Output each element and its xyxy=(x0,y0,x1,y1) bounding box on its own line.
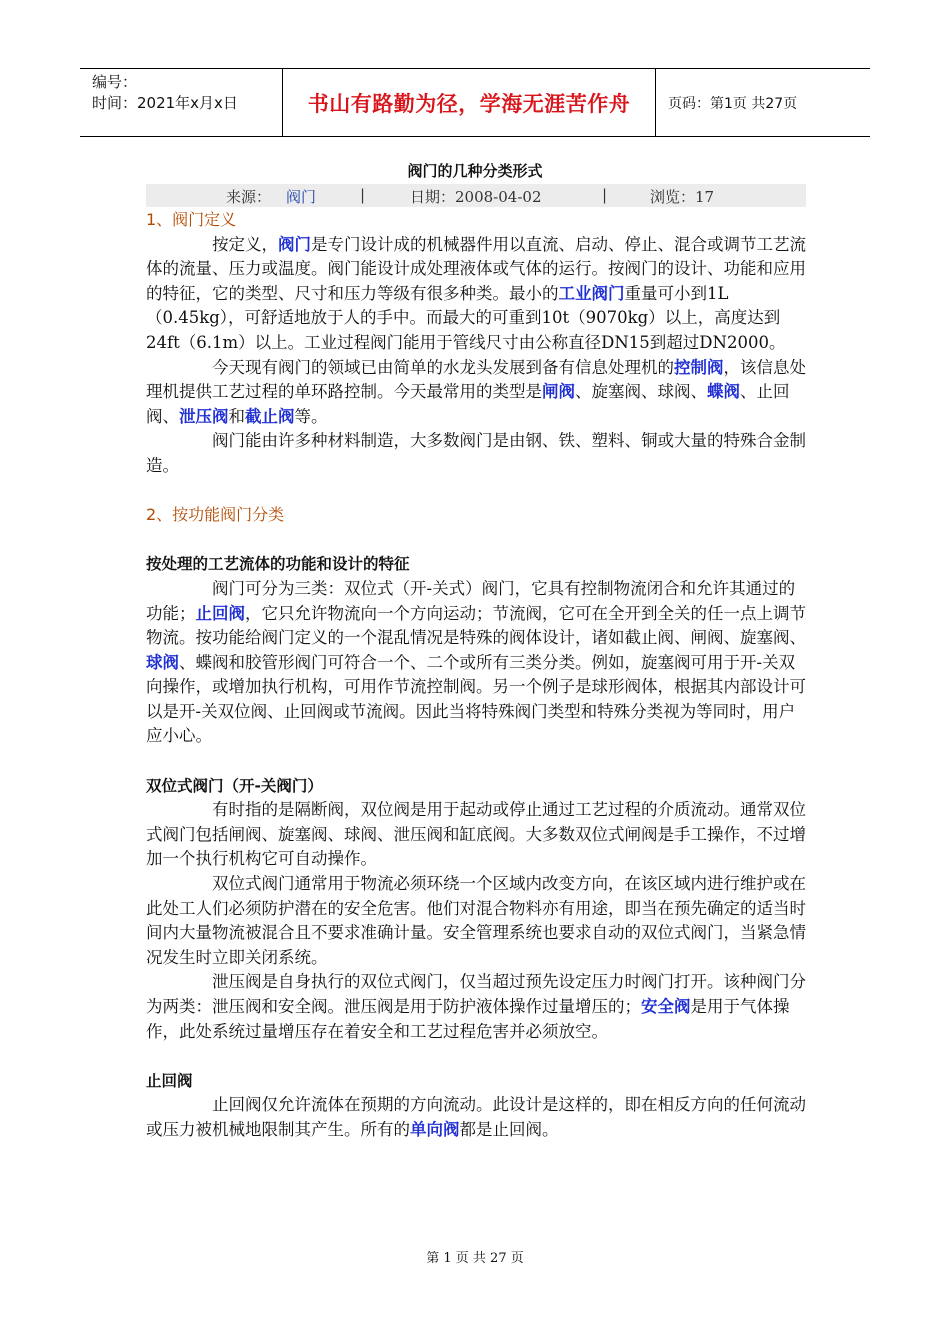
text-run: 阀门可分为三类：双位式（开-关式）阀门，它具有控制物流闭合和允许其通过的功能； xyxy=(146,578,796,623)
document-time: 时间：2021年x月x日 xyxy=(92,94,238,112)
text-run: ，它只允许物流向一个方向运动；节流阀，它可在全开到全关的任一点上调节物流。按功能给阀门定义的一个混乱情况是特殊的阀体设计，诸如截止阀、闸阀、旋塞阀、 xyxy=(146,603,806,648)
paragraph xyxy=(146,577,806,749)
text-run: 、止回阀、 xyxy=(146,382,790,426)
subsection-heading: 止回阀 xyxy=(146,1071,193,1090)
header-motto: 书山有路勤为径，学海无涯苦作舟 xyxy=(282,69,656,136)
text-run: 阀门能由许多种材料制造，大多数阀门是由钢、铁、塑料、铜或大量的特殊合金制造。 xyxy=(146,431,806,475)
article-body xyxy=(146,208,806,1143)
paragraph xyxy=(146,872,806,970)
keyword-link[interactable]: 泄压阀 xyxy=(179,406,229,426)
paragraph xyxy=(146,970,806,1044)
keyword-link[interactable]: 控制阀 xyxy=(674,357,724,377)
keyword-link[interactable]: 截止阀 xyxy=(245,406,295,426)
source-label: 来源： xyxy=(226,188,272,206)
keyword-link[interactable]: 安全阀 xyxy=(641,997,691,1016)
view-count: 浏览：17 xyxy=(650,188,715,206)
document-number-label: 编号： xyxy=(92,73,138,91)
keyword-link[interactable]: 止回阀 xyxy=(195,603,245,623)
keyword-link[interactable]: 闸阀 xyxy=(542,382,575,402)
page-header xyxy=(80,68,870,137)
keyword-link[interactable]: 工业阀门 xyxy=(558,283,625,303)
source-link[interactable]: 阀门 xyxy=(286,188,317,206)
subsection-heading: 按处理的工艺流体的功能和设计的特征 xyxy=(146,555,410,574)
paragraph xyxy=(146,429,806,478)
paragraph xyxy=(146,356,806,430)
text-run: 有时指的是隔断阀，双位阀是用于起动或停止通过工艺过程的介质流动。通常双位式阀门包括闸阀、旋塞阀、球阀、泄压阀和缸底阀。大多数双位式闸阀是手工操作，不过增加一个执行机构它可自动操作。 xyxy=(146,800,806,869)
text-run: 按定义， xyxy=(212,234,278,254)
section-heading: 2、按功能阀门分类 xyxy=(146,505,285,525)
header-page-info: 页码：第1页 共27页 xyxy=(668,95,798,112)
text-run: 和 xyxy=(228,406,245,426)
page-footer: 第 1 页 共 27 页 xyxy=(426,1251,524,1266)
text-run: 是用于气体操作，此处系统过量增压存在着安全和工艺过程危害并必须放空。 xyxy=(146,997,790,1041)
subsection-heading: 双位式阀门（开-关阀门） xyxy=(146,776,323,795)
publish-date: 日期：2008-04-02 xyxy=(410,188,542,206)
text-run: 止回阀仅允许流体在预期的方向流动。此设计是这样的，即在相反方向的任何流动或压力被机械地限制其产生。所有的 xyxy=(146,1095,806,1139)
article-meta-bar xyxy=(146,184,806,207)
meta-separator: | xyxy=(360,186,366,204)
text-run: 泄压阀是自身执行的双位式阀门，仅当超过预先设定压力时阀门打开。该种阀门分为两类：泄压阀和安全阀。泄压阀是用于防护液体操作过量增压的； xyxy=(146,972,806,1016)
paragraph xyxy=(146,233,806,356)
article-title: 阀门的几种分类形式 xyxy=(407,162,543,180)
text-run: 、蝶阀和胶管形阀门可符合一个、二个或所有三类分类。例如，旋塞阀可用于开-关双向操作，或增加执行机构，可用作节流控制阀。另一个例子是球形阀体，根据其内部设计可以是开-关双位阀、止回阀或节流阀。因此当将特殊阀门类型和特殊分类视为等同时，用户应小心。 xyxy=(146,652,806,746)
keyword-link[interactable]: 蝶阀 xyxy=(707,382,740,402)
text-run: 都是止回阀。 xyxy=(459,1119,559,1139)
keyword-link[interactable]: 阀门 xyxy=(278,234,311,254)
text-run: 今天现有阀门的领域已由简单的水龙头发展到备有信息处理机的 xyxy=(212,357,674,377)
paragraph xyxy=(146,1093,806,1142)
text-run: 等。 xyxy=(294,406,328,426)
text-run: 是专门设计成的机械器件用以直流、启动、停止、混合或调节工艺流体的流量、压力或温度。阀门能设计成处理液体或气体的运行。按阀门的设计、功能和应用的特征，它的类型、尺寸和压力等级有很多种类。最小的 xyxy=(146,234,806,303)
text-run: 、旋塞阀、球阀、 xyxy=(575,382,707,402)
section-heading: 1、阀门定义 xyxy=(146,210,237,229)
meta-separator: | xyxy=(602,186,608,204)
keyword-link[interactable]: 球阀 xyxy=(146,652,179,672)
paragraph xyxy=(146,798,806,872)
header-left xyxy=(80,69,282,136)
text-run: 重量可小到1L（0.45kg），可舒适地放于人的手中。而最大的可重到10t（9070kg）以上，高度达到24ft（6.1m）以上。工业过程阀门能用于管线尺寸由公称直径DN15到超过DN2000。 xyxy=(146,283,786,352)
text-run: ，该信息处理机提供工艺过程的单环路控制。今天最常用的类型是 xyxy=(146,357,806,402)
text-run: 双位式阀门通常用于物流必须环绕一个区域内改变方向，在该区域内进行维护或在此处工人们必须防护潜在的安全危害。他们对混合物料亦有用途，即当在预先确定的适当时间内大量物流被混合且不要求准确计量。安全管理系统也要求自动的双位式阀门，当紧急情况发生时立即关闭系统。 xyxy=(146,874,806,967)
keyword-link[interactable]: 单向阀 xyxy=(410,1119,460,1139)
